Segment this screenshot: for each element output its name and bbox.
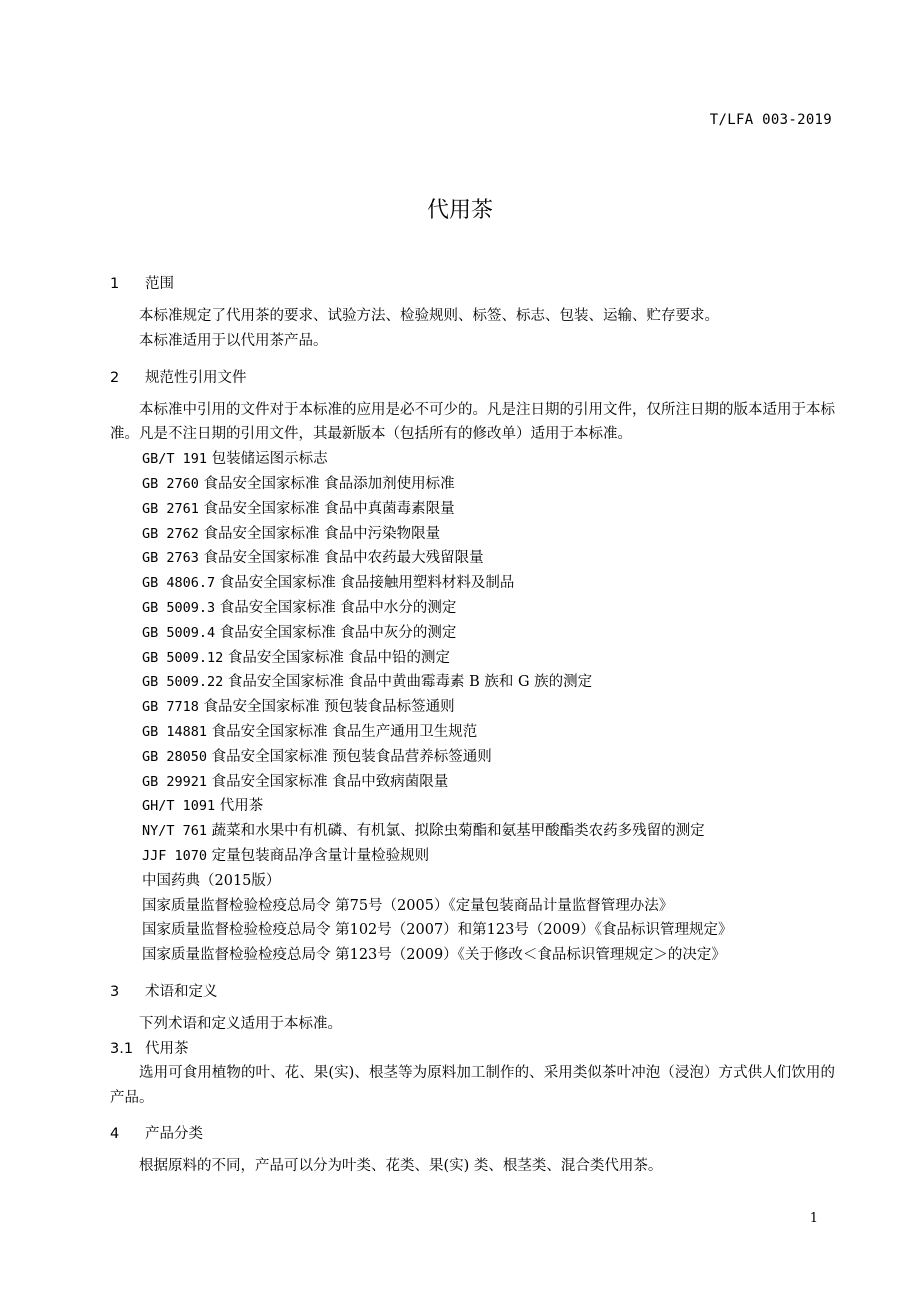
reference-code: GB 7718 (142, 699, 199, 716)
reference-title: 食品安全国家标准 食品中黄曲霉毒素 B 族和 G 族的测定 (227, 674, 593, 691)
reference-item (110, 720, 835, 745)
reference-item (110, 670, 835, 695)
reference-item (110, 695, 835, 720)
reference-code: GB 5009.4 (142, 624, 216, 641)
reference-code: GB 2762 (142, 525, 199, 542)
reference-title: 食品安全国家标准 食品中农药最大残留限量 (203, 550, 484, 567)
reference-title: 食品安全国家标准 食品中水分的测定 (219, 599, 457, 616)
paragraph: 本标准适用于以代用茶产品。 (139, 332, 328, 349)
reference-item (110, 447, 835, 472)
reference-code: GB 5009.3 (142, 599, 216, 616)
reference-code: GH/T 1091 (142, 798, 216, 815)
reference-item (110, 621, 835, 646)
reference-title: 食品安全国家标准 食品接触用塑料材料及制品 (219, 575, 515, 592)
paragraph: 本标准规定了代用茶的要求、试验方法、检验规则、标签、标志、包装、运输、贮存要求。 (139, 308, 719, 324)
section-1-heading (110, 272, 835, 296)
reference-title: 蔬菜和水果中有机磷、有机氯、拟除虫菊酯和氨基甲酸酯类农药多残留的测定 (211, 823, 705, 840)
reference-title: 代用茶 (219, 798, 264, 815)
subsection-3-1-heading (110, 1037, 835, 1061)
paragraph: 根据原料的不同，产品可以分为叶类、花类、果(实) 类、根茎类、混合类代用茶。 (139, 1158, 663, 1175)
reference-title: 食品安全国家标准 食品中铅的测定 (227, 649, 450, 666)
reference-item (110, 819, 835, 844)
page-number: 1 (809, 1211, 818, 1226)
reference-title: 食品安全国家标准 食品中污染物限量 (203, 525, 441, 542)
reference-item: 中国药典（2015版） (142, 872, 281, 889)
paragraph: 本标准中引用的文件对于本标准的应用是必不可少的。凡是注日期的引用文件，仅所注日期的版本适用于本标准。凡是不注日期的引用文件，其最新版本（包括所有的修改单）适用于本标准。 (110, 401, 835, 443)
reference-item (110, 472, 835, 497)
reference-item: 国家质量监督检验检疫总局令 第102号（2007）和第123号（2009）《食品标识管理规定》 (142, 922, 733, 939)
reference-code: GB 2763 (142, 550, 199, 567)
subsection-title: 代用茶 (145, 1040, 189, 1057)
reference-title: 食品安全国家标准 预包装食品标签通则 (203, 699, 455, 716)
section-title: 术语和定义 (145, 983, 218, 1000)
paragraph: 下列术语和定义适用于本标准。 (139, 1015, 342, 1032)
reference-code: GB 5009.12 (142, 649, 224, 666)
reference-code: GB 29921 (142, 773, 208, 790)
reference-code: NY/T 761 (142, 823, 208, 840)
reference-code: GB 5009.22 (142, 674, 224, 691)
reference-title: 食品安全国家标准 食品中灰分的测定 (219, 624, 457, 641)
reference-code: GB 4806.7 (142, 575, 216, 592)
reference-title: 食品安全国家标准 食品生产通用卫生规范 (211, 723, 478, 740)
reference-item (110, 844, 835, 869)
reference-item (110, 646, 835, 671)
reference-item (110, 596, 835, 621)
reference-title: 包装储运图示标志 (211, 451, 328, 468)
section-number: 2 (110, 369, 120, 386)
section-title: 产品分类 (145, 1126, 203, 1143)
section-3-heading (110, 980, 835, 1004)
reference-code: GB 2760 (142, 475, 199, 492)
reference-code: GB 28050 (142, 748, 208, 765)
section-4-heading (110, 1122, 835, 1146)
section-2-heading (110, 366, 835, 390)
reference-title: 食品安全国家标准 食品中真菌毒素限量 (203, 500, 455, 517)
reference-code: GB/T 191 (142, 451, 208, 468)
reference-item (110, 522, 835, 547)
reference-item (110, 770, 835, 795)
reference-title: 定量包装商品净含量计量检验规则 (211, 847, 430, 864)
document-body (110, 272, 835, 1179)
document-title: 代用茶 (426, 198, 493, 223)
reference-item (110, 571, 835, 596)
section-title: 范围 (145, 276, 174, 292)
reference-list (110, 447, 835, 968)
reference-item (110, 497, 835, 522)
paragraph: 选用可食用植物的叶、花、果(实)、根茎等为原料加工制作的、采用类似茶叶冲泡（浸泡）方式供人们饮用的产品。 (110, 1064, 835, 1106)
section-title: 规范性引用文件 (145, 369, 247, 386)
reference-item: 国家质量监督检验检疫总局令 第75号（2005）《定量包装商品计量监督管理办法》 (142, 897, 674, 914)
reference-title: 食品安全国家标准 食品添加剂使用标准 (203, 475, 455, 492)
reference-item (110, 794, 835, 819)
section-number: 4 (110, 1126, 120, 1143)
reference-title: 食品安全国家标准 食品中致病菌限量 (211, 773, 449, 790)
section-number: 1 (110, 276, 120, 292)
section-number: 3 (110, 983, 120, 1000)
standard-code: T/LFA 003-2019 (709, 112, 832, 128)
reference-code: JJF 1070 (142, 847, 208, 864)
reference-item (110, 546, 835, 571)
reference-item: 国家质量监督检验检疫总局令 第123号（2009）《关于修改＜食品标识管理规定＞的决定》 (142, 947, 726, 964)
reference-code: GB 14881 (142, 723, 208, 740)
reference-item (110, 745, 835, 770)
reference-title: 食品安全国家标准 预包装食品营养标签通则 (211, 748, 492, 765)
reference-code: GB 2761 (142, 500, 199, 517)
subsection-number: 3.1 (110, 1040, 134, 1057)
